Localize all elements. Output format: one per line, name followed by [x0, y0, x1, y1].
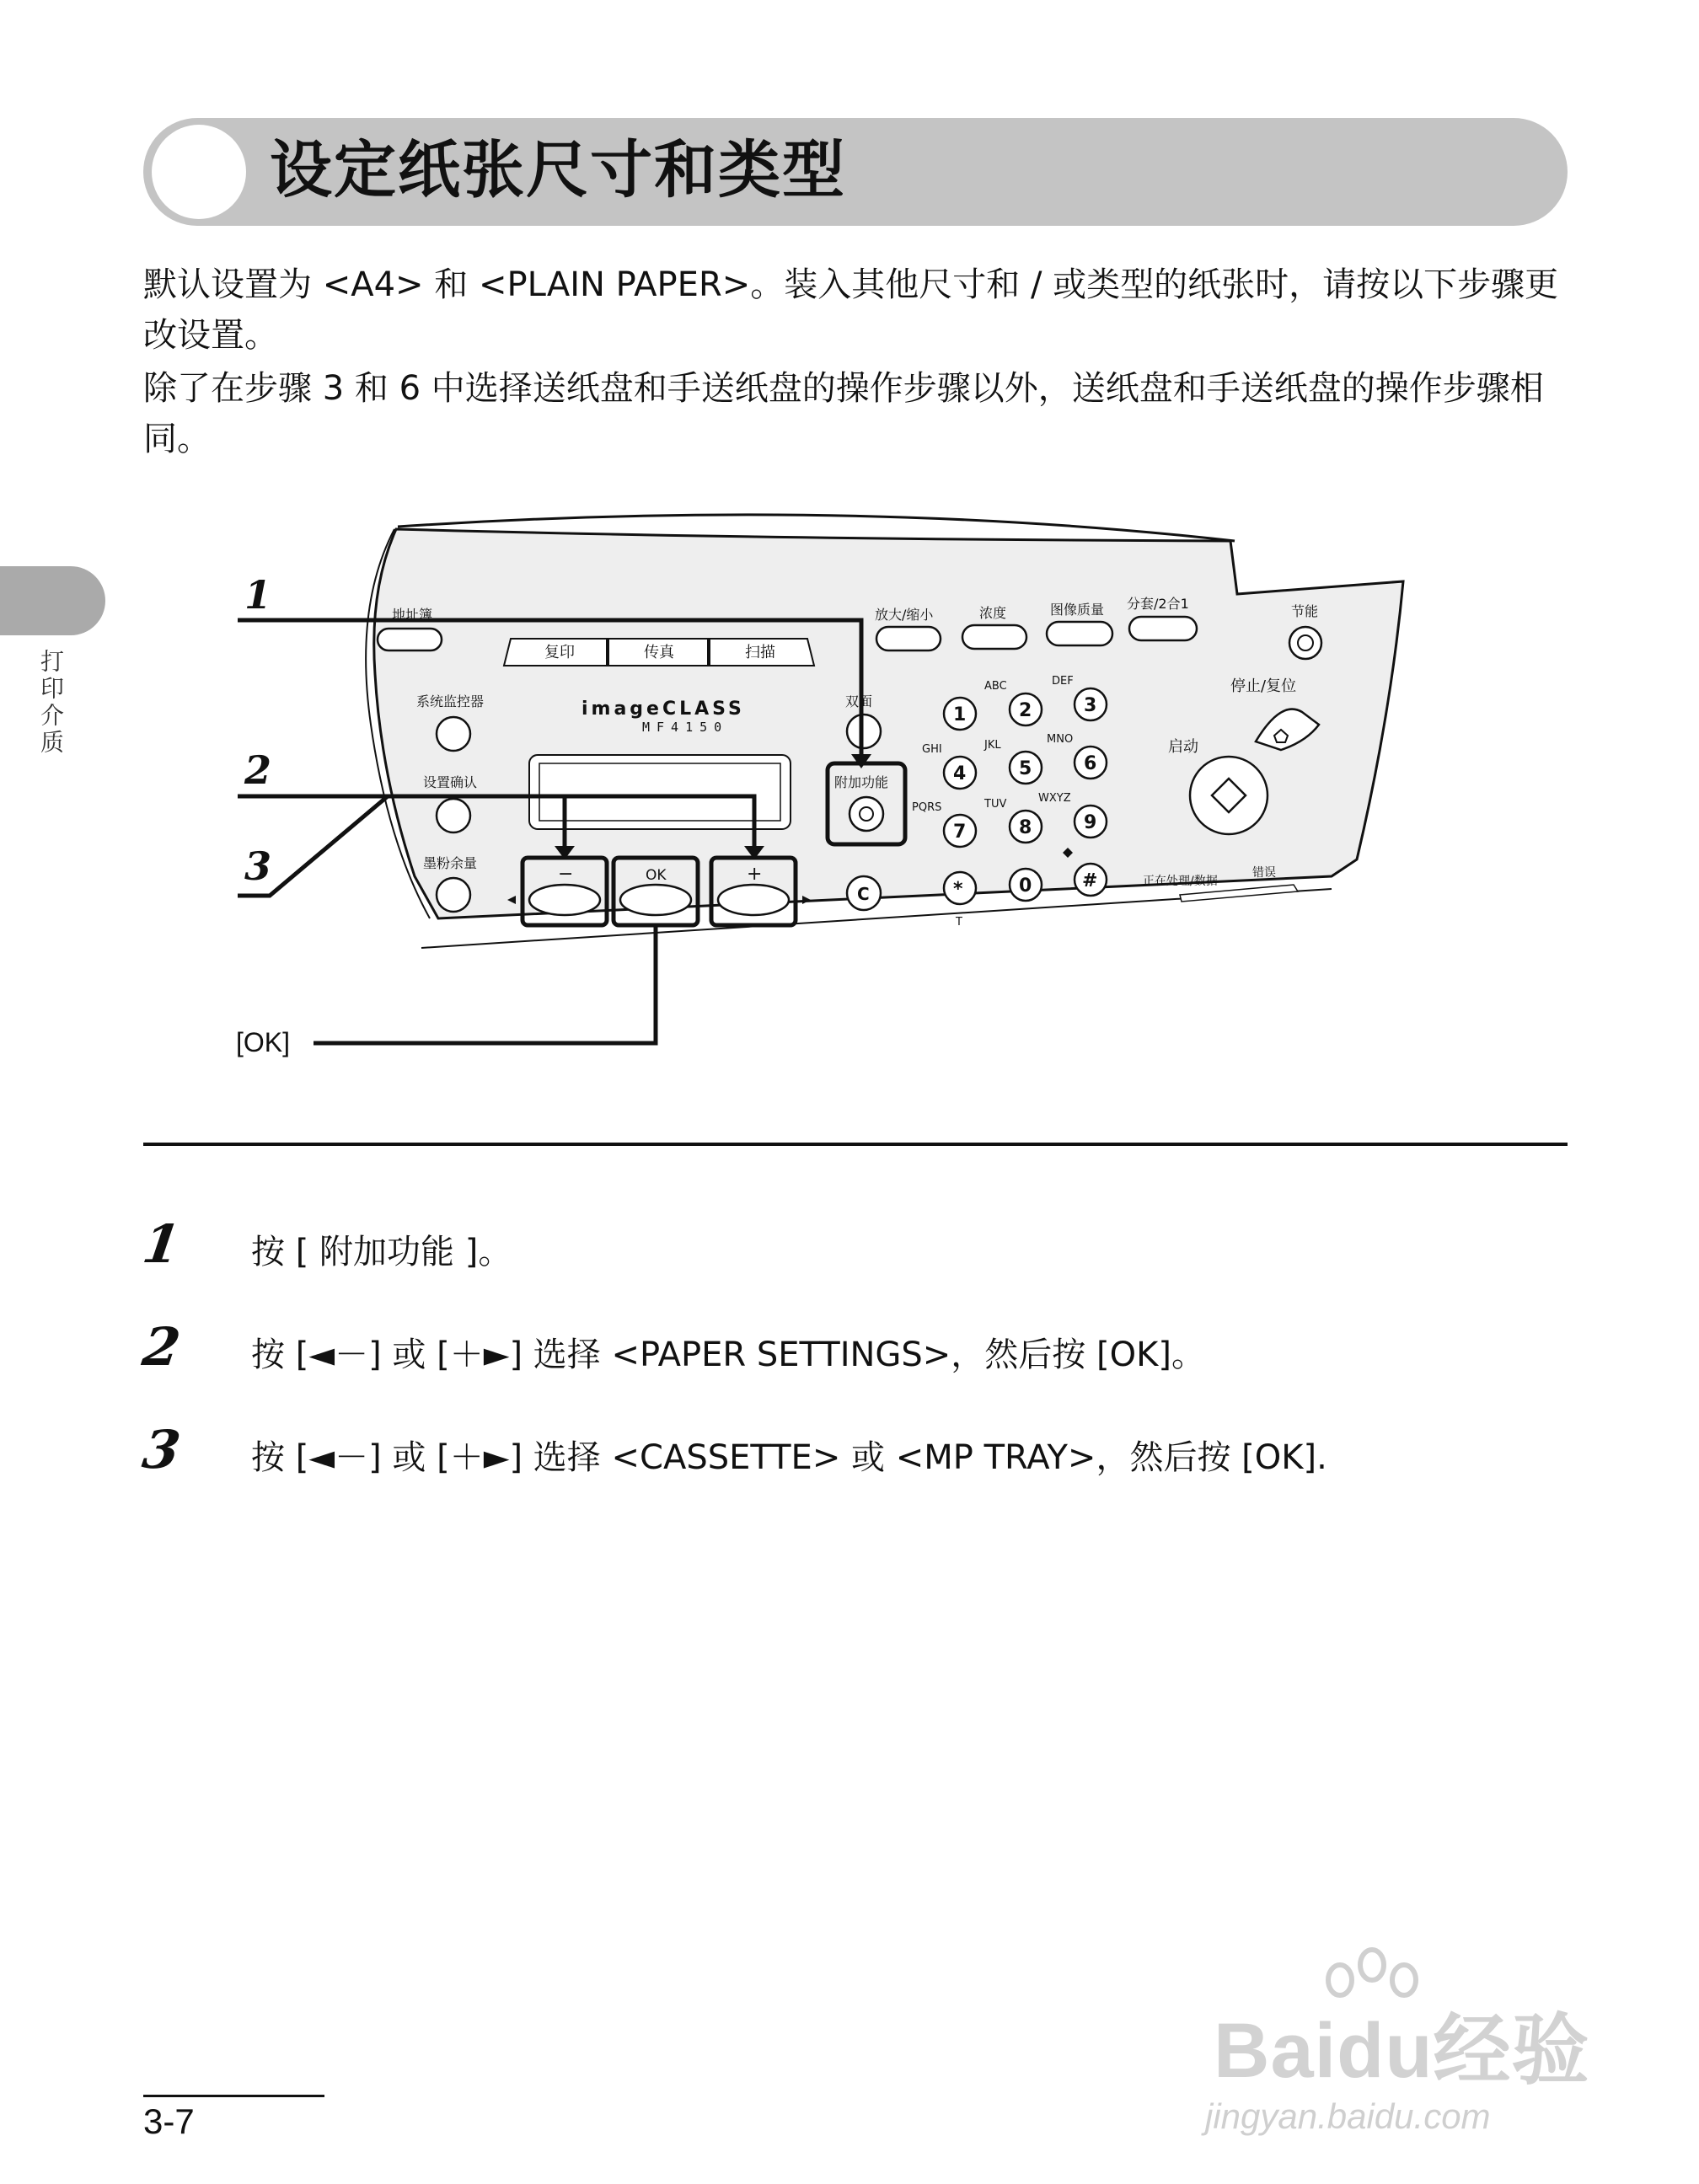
enlarge-reduce-button [876, 627, 941, 650]
two-sided-button [847, 715, 881, 748]
key-abc-letters: ABC [984, 680, 1007, 693]
key-jkl-letters: JKL [984, 739, 1001, 752]
key-5-label: 5 [1019, 758, 1032, 779]
key-tuv-letters: TUV [984, 798, 1007, 811]
key-mno-letters: MNO [1047, 733, 1074, 746]
key-3-label: 3 [1084, 695, 1097, 716]
key-hash-label: # [1082, 870, 1098, 891]
image-quality-label: 图像质量 [1050, 602, 1105, 618]
toner-level-label: 墨粉余量 [423, 855, 478, 871]
key-tone-letter: T [956, 916, 962, 929]
minus-button [529, 885, 600, 915]
key-2-label: 2 [1019, 700, 1032, 721]
watermark-brand: Baidu经验 [1214, 2008, 1590, 2094]
step-3-number: 3 [138, 1419, 185, 1480]
ok-callout-line [314, 925, 656, 1043]
footer-rule [143, 2095, 324, 2097]
key-pqrs-letters: PQRS [912, 801, 942, 814]
intro-paragraph-2: 除了在步骤 3 和 6 中选择送纸盘和手送纸盘的操作步骤以外，送纸盘和手送纸盘的操作步骤相同。 [143, 369, 1544, 458]
step-1-text: 按 [ 附加功能 ]。 [251, 1233, 512, 1271]
processing-data-label: 正在处理/数据 [1143, 875, 1218, 888]
error-label: 错误 [1252, 866, 1276, 880]
system-monitor-button [437, 717, 470, 751]
system-monitor-label: 系统监控器 [416, 693, 485, 709]
additional-functions-label: 附加功能 [834, 774, 889, 790]
key-star-label: * [953, 879, 963, 900]
step-2-number: 2 [138, 1316, 185, 1378]
key-ghi-letters: GHI [922, 743, 942, 756]
density-button [962, 625, 1026, 649]
key-8-label: 8 [1019, 817, 1032, 838]
callout-1-number: 1 [244, 572, 272, 618]
energy-saver-label: 节能 [1291, 603, 1319, 619]
enlarge-reduce-label: 放大/缩小 [875, 607, 934, 623]
image-quality-button [1047, 622, 1112, 645]
page-title: 设定纸张尺寸和类型 [270, 134, 846, 206]
ok-button [620, 885, 691, 915]
step-1-number: 1 [138, 1213, 185, 1275]
key-7-label: 7 [953, 822, 967, 843]
mode-tabs [504, 639, 814, 666]
ok-callout-label: [OK] [236, 1027, 291, 1057]
step-2-text: 按 [◄－] 或 [＋►] 选择 <PAPER SETTINGS>，然后按 [OK]。 [251, 1336, 1205, 1374]
minus-label: − [558, 864, 574, 885]
settings-check-button [437, 799, 470, 832]
start-label: 启动 [1168, 738, 1198, 756]
baidu-watermark [1180, 1946, 1618, 2149]
chapter-side-label: 打印介质 [37, 649, 65, 757]
energy-saver-button [1289, 627, 1321, 659]
intro-paragraph-1: 默认设置为 <A4> 和 <PLAIN PAPER>。装入其他尺寸和 / 或类型的纸张时，请按以下步骤更改设置。 [143, 265, 1559, 355]
key-wxyz-letters: WXYZ [1038, 792, 1071, 805]
model-label: MF4150 [642, 720, 729, 735]
plus-button [718, 885, 789, 915]
additional-functions-button [850, 797, 883, 831]
lcd-screen [539, 763, 780, 821]
page-number: 3-7 [143, 2101, 195, 2141]
tab-fax-label: 传真 [644, 644, 674, 661]
tab-copy-label: 复印 [544, 644, 575, 661]
key-6-label: 6 [1084, 753, 1097, 774]
two-sided-label: 双面 [845, 693, 873, 709]
ok-label: OK [646, 867, 667, 884]
section-divider [143, 1143, 1568, 1146]
address-book-label: 地址簿 [392, 607, 433, 623]
collate-2on1-label: 分套/2合1 [1127, 596, 1189, 612]
callout-2-number: 2 [244, 747, 272, 793]
key-1-label: 1 [953, 704, 967, 725]
toner-level-button [437, 878, 470, 912]
tab-scan-label: 扫描 [745, 644, 775, 661]
density-label: 浓度 [979, 605, 1007, 621]
panel-body [374, 529, 1403, 918]
watermark-url: jingyan.baidu.com [1205, 2096, 1491, 2136]
stop-reset-label: 停止/复位 [1230, 677, 1297, 695]
address-book-button [378, 629, 442, 650]
settings-check-label: 设置确认 [423, 774, 478, 790]
start-button [1190, 757, 1268, 834]
key-9-label: 9 [1084, 812, 1097, 833]
plus-label: + [747, 864, 763, 885]
key-def-letters: DEF [1052, 675, 1074, 688]
brand-label: imageCLASS [582, 699, 745, 720]
callout-3-number: 3 [244, 843, 272, 889]
key-4-label: 4 [953, 763, 967, 784]
clear-label: C [857, 884, 870, 904]
key-0-label: 0 [1019, 875, 1032, 897]
step-3-text: 按 [◄－] 或 [＋►] 选择 <CASSETTE> 或 <MP TRAY>，然后按 [OK]. [251, 1438, 1327, 1477]
collate-2on1-button [1129, 617, 1197, 640]
